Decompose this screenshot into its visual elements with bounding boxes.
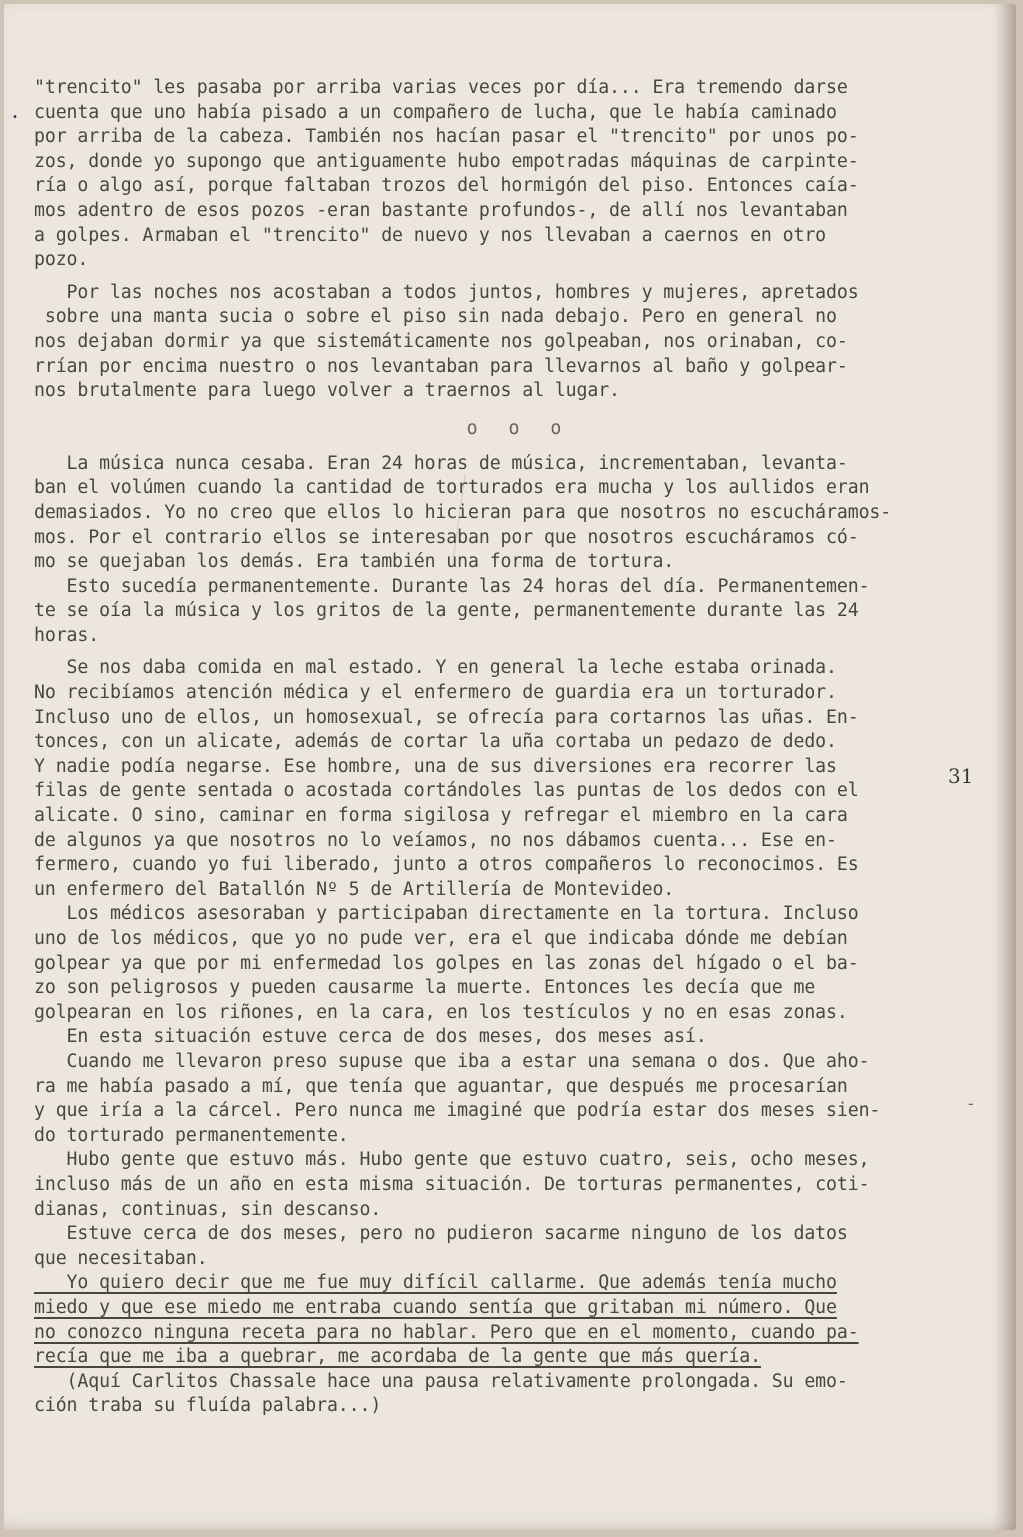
text-line: horas. — [34, 624, 100, 646]
text-line: nos dejaban dormir ya que sistemáticamente nos golpeaban, nos orinaban, co- — [34, 330, 848, 352]
margin-mark: • — [12, 112, 19, 123]
page-spine-shadow — [994, 4, 1016, 1530]
text-line: un enfermero del Batallón Nº 5 de Artillería de Montevideo. — [34, 878, 675, 900]
text-line: golpearan en los riñones, en la cara, en los testículos y no en esas zonas. — [34, 1001, 848, 1023]
text-line: no conozco ninguna receta para no hablar. Pero que en el momento, cuando pa- — [34, 1321, 859, 1343]
text-line: ría o algo así, porque faltaban trozos del hormigón del piso. Entonces caía- — [34, 175, 859, 197]
text-line: mos. Por el contrario ellos se interesaban por que nosotros escucháramos có- — [34, 526, 859, 548]
text-line: ban el volúmen cuando la cantidad de torturados era mucha y los aullidos eran — [34, 477, 870, 499]
text-line: rrían por encima nuestro o nos levantaban para llevarnos al baño y golpear- — [34, 355, 848, 377]
text-line: Cuando me llevaron preso supuse que iba a estar una semana o dos. Que aho- — [34, 1050, 870, 1072]
text-line: La música nunca cesaba. Eran 24 horas de música, incrementaban, levanta- — [34, 452, 848, 474]
text-line: cuenta que uno había pisado a un compañero de lucha, que le había caminado — [34, 101, 837, 123]
underlined-passage — [34, 1271, 974, 1369]
closing-note — [34, 1370, 974, 1419]
text-line: Incluso uno de ellos, un homosexual, se ofrecía para cortarnos las uñas. En- — [34, 706, 859, 728]
text-line: Los médicos asesoraban y participaban directamente en la tortura. Incluso — [34, 903, 859, 925]
text-line: (Aquí Carlitos Chassale hace una pausa relativamente prolongada. Su emo- — [34, 1370, 848, 1392]
stray-hyphen: - — [966, 1094, 976, 1113]
text-line: nos brutalmente para luego volver a traernos al lugar. — [34, 380, 620, 402]
body-text — [34, 76, 974, 1419]
text-line: recía que me iba a quebrar, me acordaba de la gente que más quería. — [34, 1346, 761, 1368]
text-line: golpear ya que por mi enfermedad los golpes en las zonas del hígado o el ba- — [34, 952, 859, 974]
paragraph — [34, 281, 974, 404]
paragraph — [34, 76, 974, 273]
text-line: a golpes. Armaban el "trencito" de nuevo y nos llevaban a caernos en otro — [34, 224, 827, 246]
text-line: pozo. — [34, 249, 89, 271]
document-page — [4, 4, 1016, 1530]
text-line: de algunos ya que nosotros no lo veíamos, no nos dábamos cuenta... Ese en- — [34, 829, 837, 851]
paragraph-group-before — [34, 76, 974, 404]
text-line: ción traba su fluída palabra...) — [34, 1395, 382, 1417]
text-line: ra me había pasado a mí, que tenía que aguantar, que después me procesarían — [34, 1075, 848, 1097]
text-line: "trencito" les pasaba por arriba varias veces por día... Era tremendo darse — [34, 77, 848, 98]
text-line: demasiados. Yo no creo que ellos lo hicieran para que nosotros no escucháramos- — [34, 501, 892, 523]
text-line: mos adentro de esos pozos -eran bastante profundos-, de allí nos levantaban — [34, 199, 848, 221]
text-line: Se nos daba comida en mal estado. Y en general la leche estaba orinada. — [34, 657, 837, 679]
text-line: por arriba de la cabeza. También nos hacían pasar el "trencito" por unos po- — [34, 126, 859, 148]
text-line: sobre una manta sucia o sobre el piso sin nada debajo. Pero en general no — [34, 306, 837, 328]
text-line: incluso más de un año en esta misma situación. De torturas permanentes, coti- — [34, 1173, 870, 1195]
text-line: Esto sucedía permanentemente. Durante las 24 horas del día. Permanentemen- — [34, 575, 870, 597]
text-line: Por las noches nos acostaban a todos juntos, hombres y mujeres, apretados — [34, 281, 859, 303]
text-line: En esta situación estuve cerca de dos meses, dos meses así. — [34, 1026, 707, 1048]
paragraph — [34, 656, 974, 1271]
text-line: te se oía la música y los gritos de la gente, permanentemente durante las 24 — [34, 600, 859, 622]
text-line: Y nadie podía negarse. Ese hombre, una de sus diversiones era recorrer las — [34, 755, 837, 777]
text-line: uno de los médicos, que yo no pude ver, era el que indicaba dónde me debían — [34, 928, 848, 949]
text-line: que necesitaban. — [34, 1247, 208, 1269]
text-line: alicate. O sino, caminar en forma sigilosa y refregar el miembro en la cara — [34, 805, 848, 827]
text-line: No recibíamos atención médica y el enfermero de guardia era un torturador. — [34, 682, 837, 704]
text-line: mo se quejaban los demás. Era también una forma de tortura. — [34, 551, 675, 573]
text-line: do torturado permanentemente. — [34, 1124, 349, 1146]
text-line: Estuve cerca de dos meses, pero no pudieron sacarme ninguno de los datos — [34, 1223, 848, 1245]
text-line: y que iría a la cárcel. Pero nunca me imaginé que podría estar dos meses sien- — [34, 1100, 881, 1122]
text-line: dianas, continuas, sin descanso. — [34, 1198, 382, 1220]
section-separator: o o o — [466, 417, 572, 439]
text-line: zo son peligrosos y pueden causarme la muerte. Entonces les decía que me — [34, 977, 816, 999]
text-line: zos, donde yo supongo que antiguamente hubo empotradas máquinas de carpinte- — [34, 150, 859, 172]
paragraph — [34, 452, 974, 649]
text-line: Yo quiero decir que me fue muy difícil callarme. Que además tenía mucho — [34, 1272, 837, 1294]
text-line: filas de gente sentada o acostada cortándoles las puntas de los dedos con el — [34, 780, 859, 802]
text-line: miedo y que ese miedo me entraba cuando sentía que gritaban mi número. Que — [34, 1296, 837, 1318]
text-line: tonces, con un alicate, además de cortar la uña cortaba un pedazo de dedo. — [34, 731, 837, 753]
page-number: 31 — [948, 764, 974, 788]
text-line: fermero, cuando yo fui liberado, junto a otros compañeros lo reconocimos. Es — [34, 854, 859, 876]
paragraph-group-after — [34, 452, 974, 1272]
text-line: Hubo gente que estuvo más. Hubo gente que estuvo cuatro, seis, ocho meses, — [34, 1149, 870, 1171]
